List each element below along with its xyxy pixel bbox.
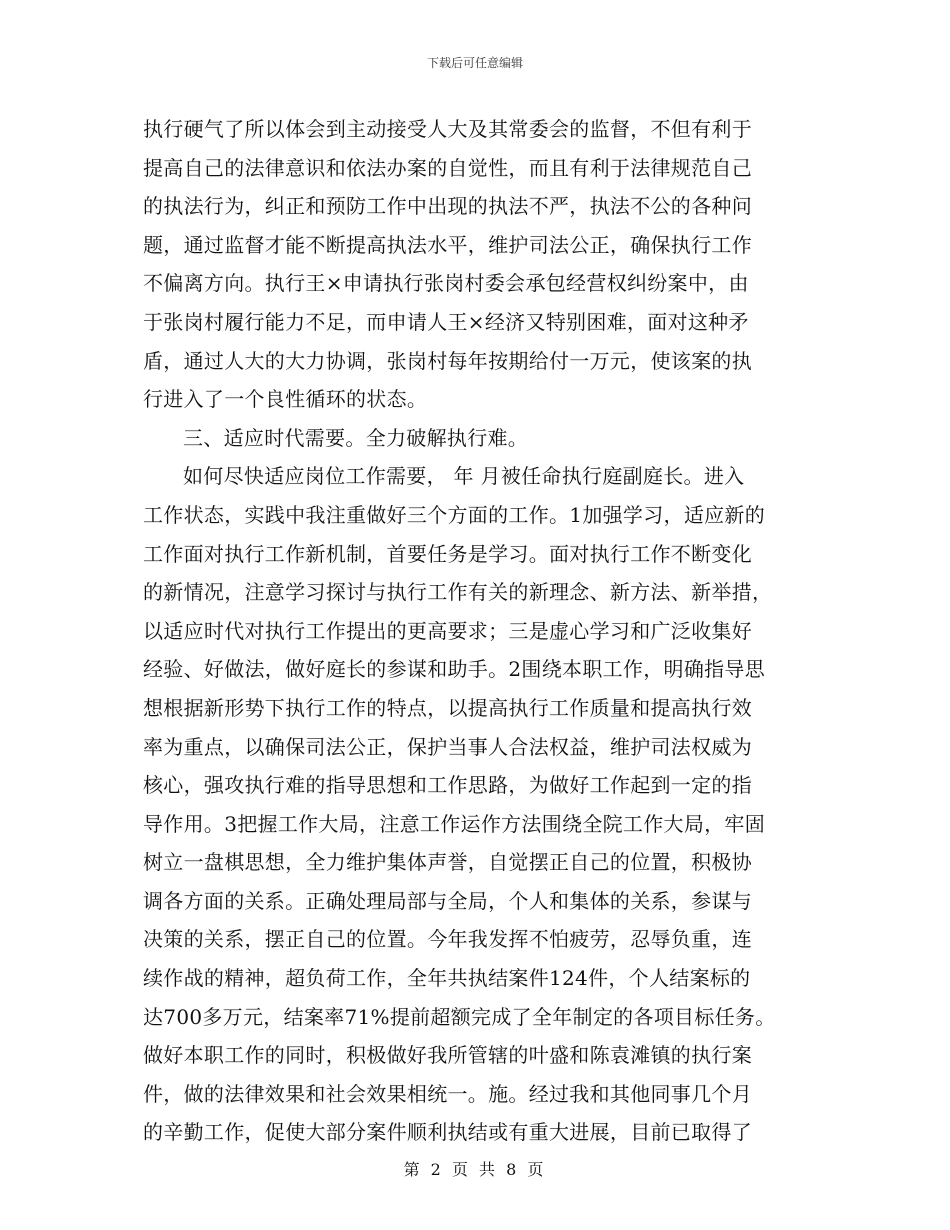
text-line: 续作战的精神，超负荷工作，全年共执结案件124件，个人结案标的 [143, 966, 751, 991]
text-line: 件，做的法律效果和社会效果相统一。施。经过我和其他同事几个月 [143, 1081, 752, 1106]
text-line: 率为重点，以确保司法公正，保护当事人合法权益，维护司法权威为 [143, 734, 752, 759]
text-line: 树立一盘棋思想，全力维护集体声誉，自觉摆正自己的位置，积极协 [143, 850, 752, 875]
text-line: 的执法行为，纠正和预防工作中出现的执法不严，执法不公的各种问 [143, 194, 752, 219]
text-line: 提高自己的法律意识和依法办案的自觉性，而且有利于法律规范自己 [143, 155, 752, 180]
text-line: 不偏离方向。执行王×申请执行张岗村委会承包经营权纠纷案中，由 [143, 271, 749, 296]
text-line: 想根据新形势下执行工作的特点，以提高执行工作质量和提高执行效 [143, 695, 752, 720]
text-line: 题，通过监督才能不断提高执法水平，维护司法公正，确保执行工作 [143, 232, 752, 257]
text-line: 工作面对执行工作新机制，首要任务是学习。面对执行工作不断变化 [143, 541, 752, 566]
text-line: 调各方面的关系。正确处理局部与全局，个人和集体的关系，参谋与 [143, 888, 752, 913]
text-line: 的新情况，注意学习探讨与执行工作有关的新理念、新方法、新举措， [143, 580, 773, 605]
text-line: 以适应时代对执行工作提出的更高要求；三是虚心学习和广泛收集好 [143, 618, 752, 643]
text-line: 的辛勤工作，促使大部分案件顺利执结或有重大进展，目前已取得了 [143, 1120, 752, 1145]
document-body [143, 110, 811, 1152]
text-line: 行进入了一个良性循环的状态。 [143, 387, 428, 412]
text-line: 如何尽快适应岗位工作需要， 年 月被任命执行庭副庭长。进入 [183, 464, 745, 489]
text-line: 执行硬气了所以体会到主动接受人大及其常委会的监督，不但有利于 [143, 117, 752, 141]
text-line: 导作用。3把握工作大局，注意工作运作方法围绕全院工作大局，牢固 [143, 811, 766, 836]
text-line: 盾，通过人大的大力协调，张岗村每年按期给付一万元，使该案的执 [143, 348, 752, 373]
text-line: 三、适应时代需要。全力破解执行难。 [183, 425, 529, 450]
page-footer: 第 2 页 共 8 页 [403, 1160, 547, 1179]
text-line: 达700多万元，结案率71%提前超额完成了全年制定的各项目标任务。 [143, 1004, 776, 1029]
text-line: 于张岗村履行能力不足，而申请人王×经济又特别困难，面对这种矛 [143, 309, 749, 334]
text-line: 工作状态，实践中我注重做好三个方面的工作。1加强学习，适应新的 [143, 502, 766, 527]
text-line: 做好本职工作的同时，积极做好我所管辖的叶盛和陈袁滩镇的执行案 [143, 1043, 752, 1068]
page-header: 下载后可任意编辑 [426, 56, 523, 70]
text-line: 决策的关系，摆正自己的位置。今年我发挥不怕疲劳，忍辱负重，连 [143, 927, 752, 952]
text-line: 核心，强攻执行难的指导思想和工作思路，为做好工作起到一定的指 [143, 773, 752, 798]
text-line: 经验、好做法，做好庭长的参谋和助手。2围绕本职工作，明确指导思 [143, 657, 766, 682]
